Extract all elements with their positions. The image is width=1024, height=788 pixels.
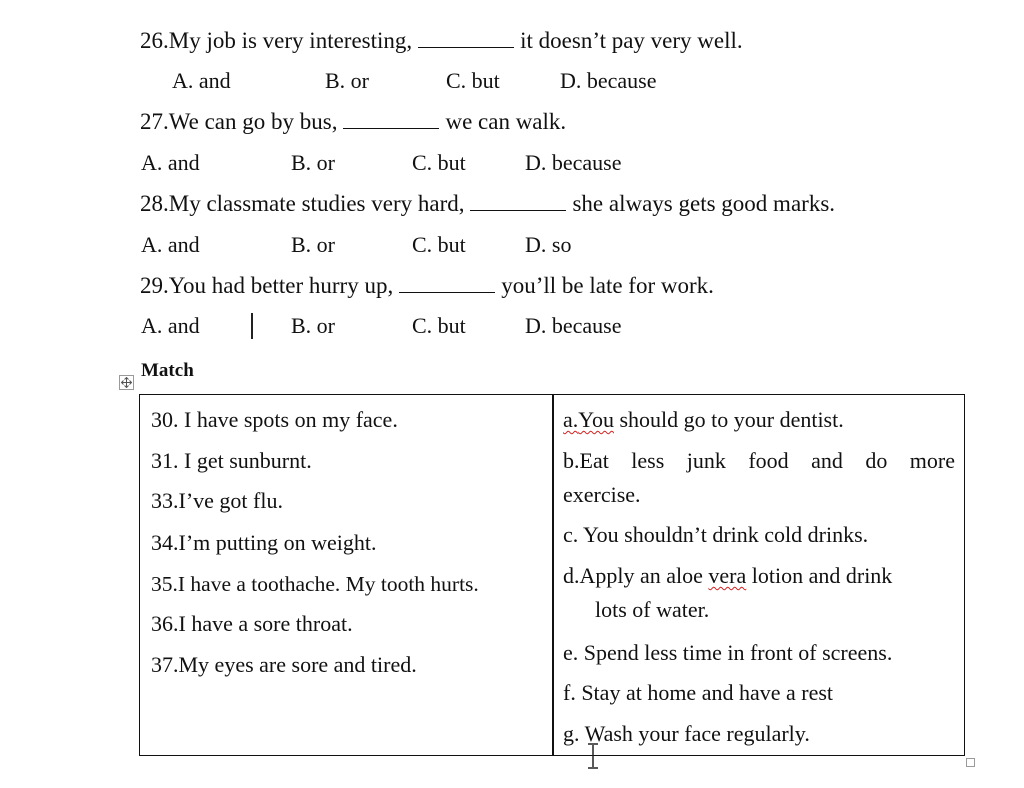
option-c: C. but xyxy=(446,68,500,93)
option-c: C. but xyxy=(412,313,466,338)
spellcheck-vera: vera xyxy=(708,563,747,588)
option-b: B. or xyxy=(291,150,335,175)
match-left-35: 35.I have a toothache. My tooth hurts. xyxy=(151,572,479,596)
match-right-b xyxy=(563,448,955,474)
question-27 xyxy=(140,109,566,135)
option-d: D. so xyxy=(525,232,572,257)
answer-blank xyxy=(418,29,514,48)
option-b: B. or xyxy=(325,68,369,93)
question-26-text: 26.My job is very interesting, xyxy=(140,28,413,53)
word-b-5: and xyxy=(811,448,843,473)
match-table xyxy=(139,394,965,756)
match-right-b-line2: exercise. xyxy=(563,482,641,507)
question-26-text-end: it doesn’t pay very well. xyxy=(520,28,743,53)
table-resize-handle-icon[interactable] xyxy=(966,758,975,767)
word-b-1: b.Eat xyxy=(563,448,609,473)
option-b: B. or xyxy=(291,232,335,257)
match-right-c: c. You shouldn’t drink cold drinks. xyxy=(563,522,869,547)
table-move-handle-icon[interactable] xyxy=(119,375,134,390)
text-d-start: d.Apply an aloe xyxy=(563,563,703,588)
match-left-37: 37.My eyes are sore and tired. xyxy=(151,652,417,677)
match-right-e: e. Spend less time in front of screens. xyxy=(563,640,893,665)
question-28 xyxy=(140,191,835,217)
word-b-4: food xyxy=(748,448,789,473)
question-29-text-end: you’ll be late for work. xyxy=(501,273,714,298)
question-29 xyxy=(140,273,714,299)
option-d: D. because xyxy=(525,313,622,338)
word-b-6: do xyxy=(865,448,888,473)
option-a: A. and xyxy=(141,150,200,175)
match-right-d-line2: lots of water. xyxy=(595,597,710,622)
text-a: should go to your dentist. xyxy=(619,407,844,432)
option-b: B. or xyxy=(291,313,335,338)
spellcheck-a xyxy=(563,407,614,432)
match-left-34: 34.I’m putting on weight. xyxy=(151,530,377,555)
question-29-text: 29.You had better hurry up, xyxy=(140,273,394,298)
question-27-text-end: we can walk. xyxy=(445,109,567,134)
match-left-31: 31. I get sunburnt. xyxy=(151,448,312,473)
match-heading: Match xyxy=(141,360,194,381)
text-caret xyxy=(251,313,253,339)
option-d: D. because xyxy=(560,68,657,93)
match-left-30: 30. I have spots on my face. xyxy=(151,407,398,432)
option-a: A. and xyxy=(141,313,200,338)
text-cursor-icon xyxy=(586,742,600,770)
word-b-3: junk xyxy=(686,448,726,473)
match-right-d xyxy=(563,563,892,589)
label-a: a. xyxy=(563,407,579,432)
match-right-g: g. Wash your face regularly. xyxy=(563,721,810,746)
option-a: A. and xyxy=(141,232,200,257)
option-d: D. because xyxy=(525,150,622,175)
text-d-end: lotion and drink xyxy=(751,563,893,588)
option-a: A. and xyxy=(172,68,231,93)
match-right-f: f. Stay at home and have a rest xyxy=(563,680,834,705)
option-c: C. but xyxy=(412,232,466,257)
match-left-33: 33.I’ve got flu. xyxy=(151,488,283,513)
column-divider xyxy=(552,395,554,755)
option-c: C. but xyxy=(412,150,466,175)
word-you: You xyxy=(578,407,614,432)
question-27-text: 27.We can go by bus, xyxy=(140,109,338,134)
match-right-a xyxy=(563,407,844,433)
match-left-36: 36.I have a sore throat. xyxy=(151,611,353,636)
move-arrows-icon xyxy=(121,377,132,388)
answer-blank xyxy=(470,192,566,211)
answer-blank xyxy=(399,274,495,293)
question-28-text-end: she always gets good marks. xyxy=(572,191,836,216)
word-b-2: less xyxy=(631,448,665,473)
question-28-text: 28.My classmate studies very hard, xyxy=(140,191,465,216)
word-b-7: more xyxy=(909,448,955,473)
question-26 xyxy=(140,28,743,54)
answer-blank xyxy=(343,110,439,129)
